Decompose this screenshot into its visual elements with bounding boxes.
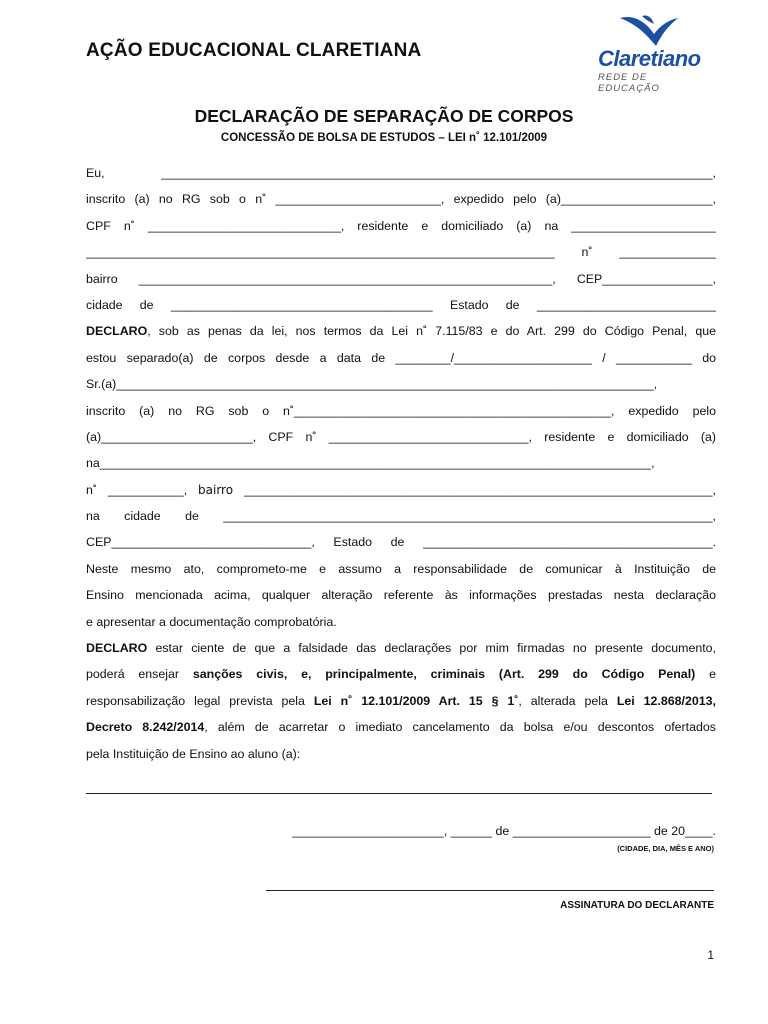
document-subtitle: CONCESSÃO DE BOLSA DE ESTUDOS – LEI n˚ 12.101/2009 xyxy=(220,132,548,144)
declaro-label-2: DECLARO xyxy=(86,641,148,656)
line-commitment-1: Neste mesmo ato, comprometo-me e assumo a responsabilidade de comunicar à Instituição de xyxy=(86,561,716,576)
line-spouse-address: na________________________________________________________________________________, xyxy=(86,456,655,471)
bairro-label: bairro xyxy=(198,482,234,497)
line-declaro-2 xyxy=(86,635,716,661)
legal-law-2-bold: Lei 12.868/2013, xyxy=(616,693,716,708)
line-spouse-cpf: (a)______________________, CPF n˚ _____________________________, residente e domiciliado (a) xyxy=(86,429,716,444)
claretiano-logo xyxy=(592,12,712,94)
line-spouse-rg: inscrito (a) no RG sob o n˚______________________________________________, expedido pelo xyxy=(86,403,716,418)
sanctions-text-a: poderá ensejar xyxy=(86,667,193,682)
document-title: DECLARAÇÃO DE SEPARAÇÃO DE CORPOS xyxy=(194,106,574,126)
line-legal xyxy=(86,688,716,714)
declaro-label: DECLARO xyxy=(86,324,148,339)
page-number: 1 xyxy=(707,948,714,962)
line-cpf: CPF n˚ ____________________________, residente e domiciliado (a) na _____________________ xyxy=(86,218,716,233)
line-decree xyxy=(86,714,716,740)
line-commitment-2: Ensino mencionada acima, qualquer alteração referente às informações prestadas nesta declaração xyxy=(86,588,716,603)
legal-text-c: , alterada pela xyxy=(518,693,617,708)
line-spouse-number-neighborhood xyxy=(86,477,716,503)
declaration-body xyxy=(86,160,716,767)
line-declaro-2-text: estar ciente de que a falsidade das declarações por mim firmadas no presente documento, xyxy=(147,641,716,656)
sanctions-bold: sanções civis, e, principalmente, criminais (Art. 299 do Código Penal) xyxy=(192,667,696,682)
line-neighborhood-cep: bairro ____________________________________________________________, CEP________________, xyxy=(86,271,716,286)
logo-wordmark: Claretiano xyxy=(598,46,701,71)
student-name-line[interactable] xyxy=(86,793,712,794)
logo-tagline: REDE DE EDUCAÇÃO xyxy=(598,72,660,94)
date-place-line: ______________________, ______ de ____________________ de 20____. xyxy=(292,824,716,838)
decree-bold: Decreto 8.242/2014 xyxy=(86,720,205,735)
line-rg: inscrito (a) no RG sob o n˚ ________________________, expedido pelo (a)______________________, xyxy=(86,192,716,207)
line-name: Eu, ________________________________________________________________________________, xyxy=(86,166,716,180)
line-commitment-3: e apresentar a documentação comprobatória. xyxy=(86,614,337,629)
line-city-state: cidade de ______________________________________ Estado de __________________________ xyxy=(86,297,716,312)
signature-caption: ASSINATURA DO DECLARANTE xyxy=(560,900,714,911)
line-declaro-1 xyxy=(86,318,716,344)
line-declaro-1-text: , sob as penas da lei, nos termos da Lei n˚ 7.115/83 e do Art. 299 do Código Penal, que xyxy=(147,324,716,339)
date-place-caption: (CIDADE, DIA, MÊS E ANO) xyxy=(617,844,714,853)
line-address-number: ____________________________________________________________________ n˚ ______________ xyxy=(86,245,716,260)
line-spouse-name: Sr.(a)______________________________________________________________________________, xyxy=(86,377,658,392)
bird-logo-icon xyxy=(616,12,680,48)
line-sanctions xyxy=(86,661,716,687)
line-spouse-cep-state: CEP_____________________________, Estado de __________________________________________. xyxy=(86,535,716,550)
number-field: n˚ ___________, xyxy=(86,482,199,497)
bairro-field: ____________________________________________________________________, xyxy=(233,482,716,497)
line-student: pela Instituição de Ensino ao aluno (a): xyxy=(86,746,301,761)
sanctions-text-c: e xyxy=(695,667,716,682)
decree-text: , além de acarretar o imediato cancelamento da bolsa e/ou descontos ofertados xyxy=(204,720,716,735)
line-separation-date: estou separado(a) de corpos desde a data de ________/____________________ / ___________ do xyxy=(86,350,716,365)
line-spouse-city: na cidade de _______________________________________________________________________, xyxy=(86,509,716,524)
legal-text-a: responsabilização legal prevista pela xyxy=(86,693,314,708)
legal-law-bold: Lei n˚ 12.101/2009 Art. 15 § 1˚ xyxy=(313,693,519,708)
organization-title: AÇÃO EDUCACIONAL CLARETIANA xyxy=(86,40,422,61)
signature-line[interactable] xyxy=(266,890,714,891)
